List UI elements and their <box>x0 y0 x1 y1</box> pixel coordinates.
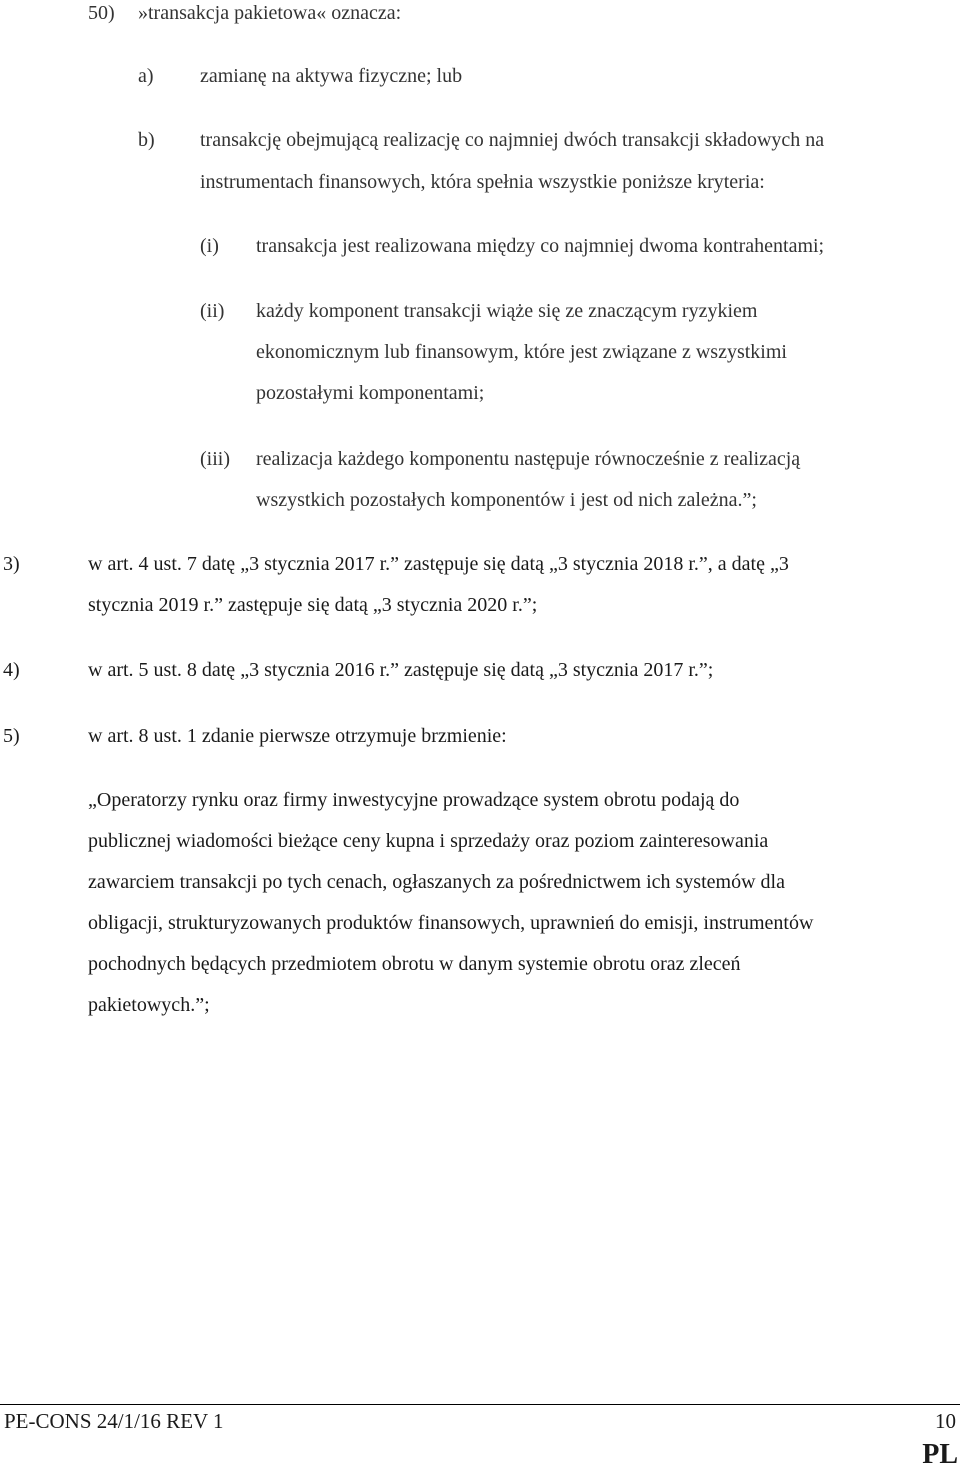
quote-line-2: publicznej wiadomości bieżące ceny kupna i sprzedaży oraz poziom zainteresowania <box>88 830 769 852</box>
item-4-text: w art. 5 ust. 8 datę „3 stycznia 2016 r.” zastępuje się datą „3 stycznia 2017 r.”; <box>88 659 714 681</box>
point-a-text: zamianę na aktywa fizyczne; lub <box>200 65 463 87</box>
quote-line-5: pochodnych będących przedmiotem obrotu w danym systemie obrotu oraz zleceń <box>88 953 741 975</box>
quote-line-4: obligacji, strukturyzowanych produktów finansowych, uprawnień do emisji, instrumentów <box>88 912 814 934</box>
quote-line-3: zawarciem transakcji po tych cenach, ogłaszanych za pośrednictwem ich systemów dla <box>88 871 785 893</box>
document-reference: PE-CONS 24/1/16 REV 1 <box>4 1409 224 1433</box>
criterion-ii-line-3: pozostałymi komponentami; <box>256 382 485 404</box>
point-b-line-2: instrumentach finansowych, która spełnia wszystkie poniższe kryteria: <box>200 171 765 193</box>
item-3-line-1: w art. 4 ust. 7 datę „3 stycznia 2017 r.” zastępuje się datą „3 stycznia 2018 r.”, a datę „3 <box>88 553 789 575</box>
criterion-iii-label: (iii) <box>200 448 230 470</box>
item-5-text: w art. 8 ust. 1 zdanie pierwsze otrzymuje brzmienie: <box>88 725 507 747</box>
criterion-i-text: transakcja jest realizowana między co najmniej dwoma kontrahentami; <box>256 235 825 257</box>
item-3-line-2: stycznia 2019 r.” zastępuje się datą „3 stycznia 2020 r.”; <box>88 594 538 616</box>
criterion-ii-line-1: każdy komponent transakcji wiąże się ze znaczącym ryzykiem <box>256 300 758 322</box>
footer-divider <box>0 1404 960 1405</box>
item-3-number: 3) <box>3 553 20 575</box>
criterion-iii-line-1: realizacja każdego komponentu następuje równocześnie z realizacją <box>256 448 801 470</box>
criterion-ii-line-2: ekonomicznym lub finansowym, które jest związane z wszystkimi <box>256 341 787 363</box>
quote-line-1: „Operatorzy rynku oraz firmy inwestycyjne prowadzące system obrotu podają do <box>88 789 740 811</box>
page-number: 10 <box>935 1409 956 1433</box>
criterion-i-label: (i) <box>200 235 219 257</box>
quote-line-6: pakietowych.”; <box>88 994 210 1016</box>
point-b-line-1: transakcję obejmującą realizację co najmniej dwóch transakcji składowych na <box>200 129 825 151</box>
item-50-number: 50) <box>88 2 115 24</box>
language-code: PL <box>922 1439 958 1470</box>
item-4-number: 4) <box>3 659 20 681</box>
criterion-iii-line-2: wszystkich pozostałych komponentów i jest od nich zależna.”; <box>256 489 757 511</box>
point-a-label: a) <box>138 65 154 87</box>
criterion-ii-label: (ii) <box>200 300 225 322</box>
point-b-label: b) <box>138 129 155 151</box>
item-5-number: 5) <box>3 725 20 747</box>
item-50-heading: »transakcja pakietowa« oznacza: <box>138 2 402 24</box>
